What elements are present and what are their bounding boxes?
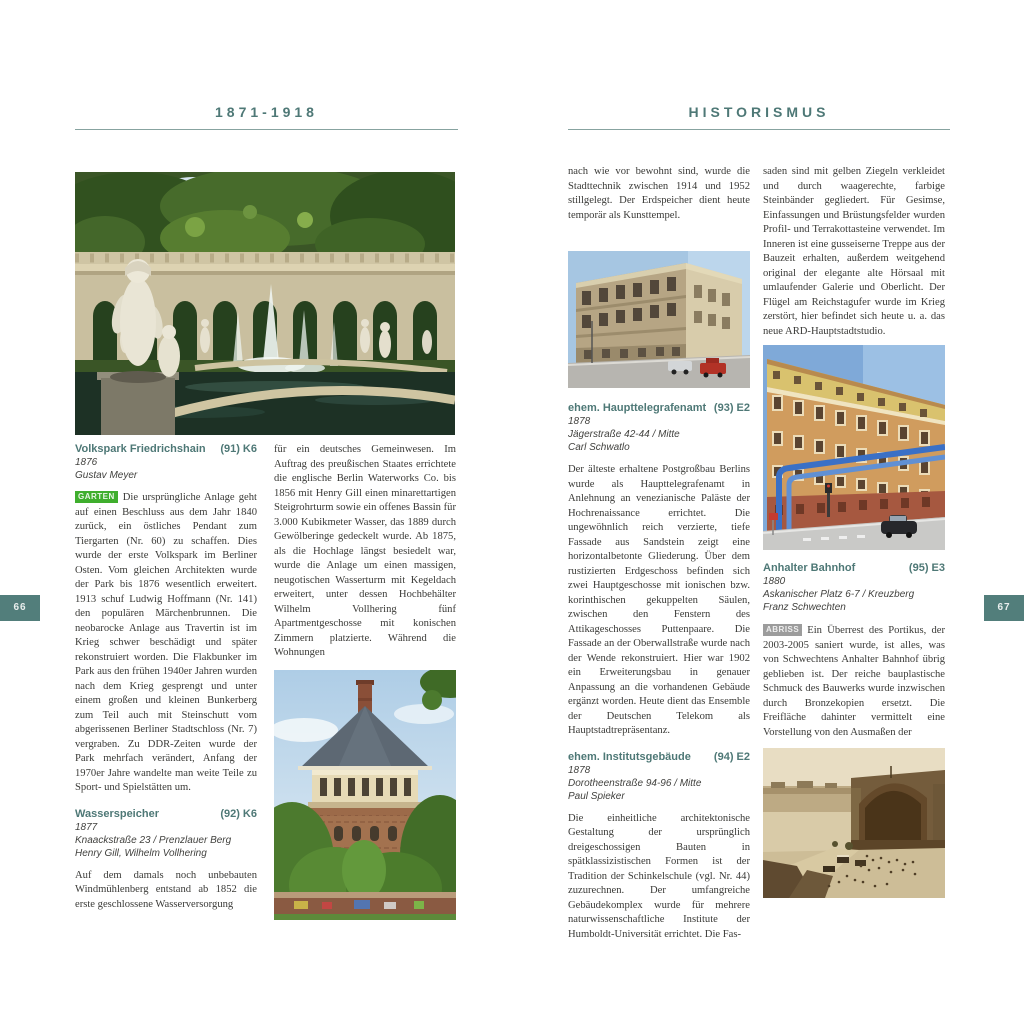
- right-column-2: [763, 165, 945, 898]
- haupttelegrafenamt-photo: [568, 251, 750, 388]
- left-page-header: 1871-1918: [215, 104, 318, 120]
- entry-ref: (91) K6: [220, 443, 257, 455]
- entry-title: Wasserspeicher: [75, 807, 159, 820]
- wasserturm-photo: [274, 670, 456, 920]
- entry-architect: Henry Gill, Wilhelm Vollhering: [75, 847, 207, 859]
- entry-body: Der älteste erhaltene Postgroßbau Berlins wurde als Haupttelegrafenamt in Anlehnung an venezianische Paläste der Hochrenaissance errichtet. Die ungewöhnlich reich verzierte, tiefe Fassade aus Sandstein zeigt eine horizontalbetonte Gliederung. Über dem rustizierten Erdgeschoss befinden sich zwei Hauptgeschosse mit ionischen bzw. korinthischen gekuppelten Säulen, zwischen den Fenstern des Attikageschosses Puttenpaare. Die Fassade an der Oberwallstraße wurde nach der Wende rekonstruiert. Hier war 1902 ein Erweiterungsbau in genauer Anpassung an die vorhandenen Gebäude ergänzt worden. Heute dient das Ensemble der Deutschen Telekom als Hauptstadtrepräsentanz.: [568, 464, 750, 736]
- institutsgebaeude-photo: [763, 345, 945, 550]
- right-column-1: [568, 165, 750, 942]
- entry-year: 1880: [763, 576, 786, 587]
- entry-year: 1878: [568, 764, 591, 776]
- entry-title: Volkspark Friedrichshain: [75, 443, 206, 455]
- entry-title: ehem. Institutsgebäude: [568, 750, 691, 763]
- entry-year: 1876: [75, 457, 98, 468]
- right-header-rule: [568, 129, 950, 130]
- page-tab-66: 66: [0, 595, 40, 621]
- entry-title-row: [568, 402, 750, 415]
- column-continued-text: für ein deutsches Gemeinwesen. Im Auftrag des preußischen Staates errichtete die englische Berlin Waterworks Co. bis 1856 mit Henry Gill einen minarettartigen Steigrohrturm sowie ein offenes Bassin für 3.000 Kubikmeter Wasser, das 1889 durch Gewölberinge gedeckelt wurde. Ab 1875, als die Hochlage längst besiedelt war, wurde die Anlage um einen massigen, neugotischen Wasserturm mit Kegeldach erweitert, unter dessen Hochbehälter Wilhelm Vollhering fünf Apartmentgeschosse mit konischen Zimmern platzierte. Während die Wohnungen: [274, 444, 456, 658]
- tag-garten: GARTEN: [75, 491, 118, 503]
- entry-body-text: Die ursprüngliche Anlage geht auf einen Beschluss aus dem Jahr 1840 zurück, ein östliches Pendant zum Tiergarten (Nr. 60) zu schaffen. Dies wurde der erste Volkspark im Berliner Osten. Vom gleichen Architekten wurde der Park bis 1876 wesentlich erweitert. 1913 schuf Ludwig Hoffmann (Nr. 141) den populären Märchenbrunnen. Die neobarocke Anlage aus Travertin ist im Krieg schwer beschädigt und später rekonstruiert worden. Die Flakbunker im Park aus den frühen 1940er Jahren wurden nach dem Krieg gesprengt und unter einem großen und kleinen Bunkerberg zum Teil auch mit Steinschutt vom abgerissenen Berliner Stadtschloss (Nr. 7) vergraben. Zu DDR-Zeiten wurde der Park mehrfach verändert, Anfang der 1970er Jahre wandelte man weite Teile zu Sport- und Spielstätten um.: [75, 492, 257, 793]
- entry-title-row: [763, 562, 945, 575]
- anhalter-bahnhof-historic-photo: [763, 748, 945, 898]
- page-tab-67: 67: [984, 595, 1024, 621]
- anhalter-bahnhof-historic-photo-svg: [763, 748, 945, 898]
- wasserturm-photo-svg: [274, 670, 456, 920]
- entry-year: 1878: [568, 416, 591, 427]
- entry-ref: (94) E2: [713, 750, 750, 763]
- entry-architect: Franz Schwechten: [763, 602, 846, 613]
- entry-title-row: [75, 808, 257, 821]
- entry-body: Die einheitliche architektonische Gestaltung der ursprünglich dreigeschossigen Bauten in spätklassizistischen Formen ist der Tradition der Schinkelschule (vgl. Nr. 44) zuzurechnen. Der umfangreiche Gebäudekomplex wurde für mehrere naturwissenschaftliche Institute der Humboldt-Universität errichtet. Die Fas-: [568, 812, 750, 940]
- haupttelegrafenamt-photo-svg: [568, 251, 750, 388]
- right-page-header: HISTORISMUS: [688, 104, 830, 120]
- entry-address: Dorotheenstraße 94-96 / Mitte: [568, 777, 702, 789]
- entry-title-row: [75, 443, 257, 456]
- column-continued-text: nach wie vor bewohnt sind, wurde die Stadttechnik zwischen 1914 und 1952 stillgelegt. Der Erdspeicher dient heute temporär als Kunsttempel.: [568, 166, 750, 221]
- entry-title-row: [568, 751, 750, 764]
- entry-address: Knaackstraße 23 / Prenzlauer Berg: [75, 834, 232, 846]
- column-continued-text: saden sind mit gelben Ziegeln verkleidet und durch waagerechte, farbige Steinbänder gegliedert. Für Gesimse, Einfassungen und Brüstungsfelder wurden Profil- und Terrakottasteine verwendet. Im Inneren ist eine gusseiserne Treppe aus der Bauzeit erhalten, außerdem weitgehend original der elegante alte Hörsaal mit umlaufender Galerie und Oberlicht. Der Flügel am Reichstagufer wurde im Krieg zerstört, hier befindet sich heute u. a. das neue ARD-Hauptstadtstudio.: [763, 166, 945, 337]
- entry-architect: Gustav Meyer: [75, 470, 138, 481]
- entry-address: Jägerstraße 42-44 / Mitte: [568, 429, 680, 440]
- entry-body: [763, 624, 945, 740]
- entry-title: Anhalter Bahnhof: [763, 562, 856, 574]
- left-column-2: [274, 443, 456, 920]
- maerchenbrunnen-photo: [75, 172, 455, 435]
- entry-ref: (92) K6: [220, 807, 257, 820]
- entry-body: [75, 491, 257, 796]
- entry-address: Askanischer Platz 6-7 / Kreuzberg: [763, 589, 915, 600]
- left-column-1: [75, 443, 257, 912]
- maerchenbrunnen-photo-svg: [75, 172, 455, 435]
- entry-year: 1877: [75, 821, 98, 833]
- entry-title: ehem. Haupttelegrafenamt: [568, 402, 707, 414]
- tag-abriss: ABRISS: [763, 624, 802, 636]
- entry-body-text: Ein Überrest des Portikus, der 2003-2005 saniert wurde, ist alles, was von Schwechtens Anhalter Bahnhof übrig geblieben ist. Der reiche bauplastische Schmuck des Bauwerks wurde inzwischen durch Bronzekopien ersetzt. Die Freifläche dahinter vermittelt eine Vorstellung von den Ausmaßen der: [763, 625, 945, 738]
- entry-body: Auf dem damals noch unbebauten Windmühlenberg entstand ab 1852 die erste geschlossene Wasserversorgung: [75, 869, 257, 910]
- entry-ref: (93) E2: [713, 402, 750, 414]
- entry-architect: Carl Schwatlo: [568, 442, 630, 453]
- entry-ref: (95) E3: [908, 562, 945, 574]
- left-header-rule: [75, 129, 458, 130]
- institutsgebaeude-photo-svg: [763, 345, 945, 550]
- entry-architect: Paul Spieker: [568, 790, 625, 802]
